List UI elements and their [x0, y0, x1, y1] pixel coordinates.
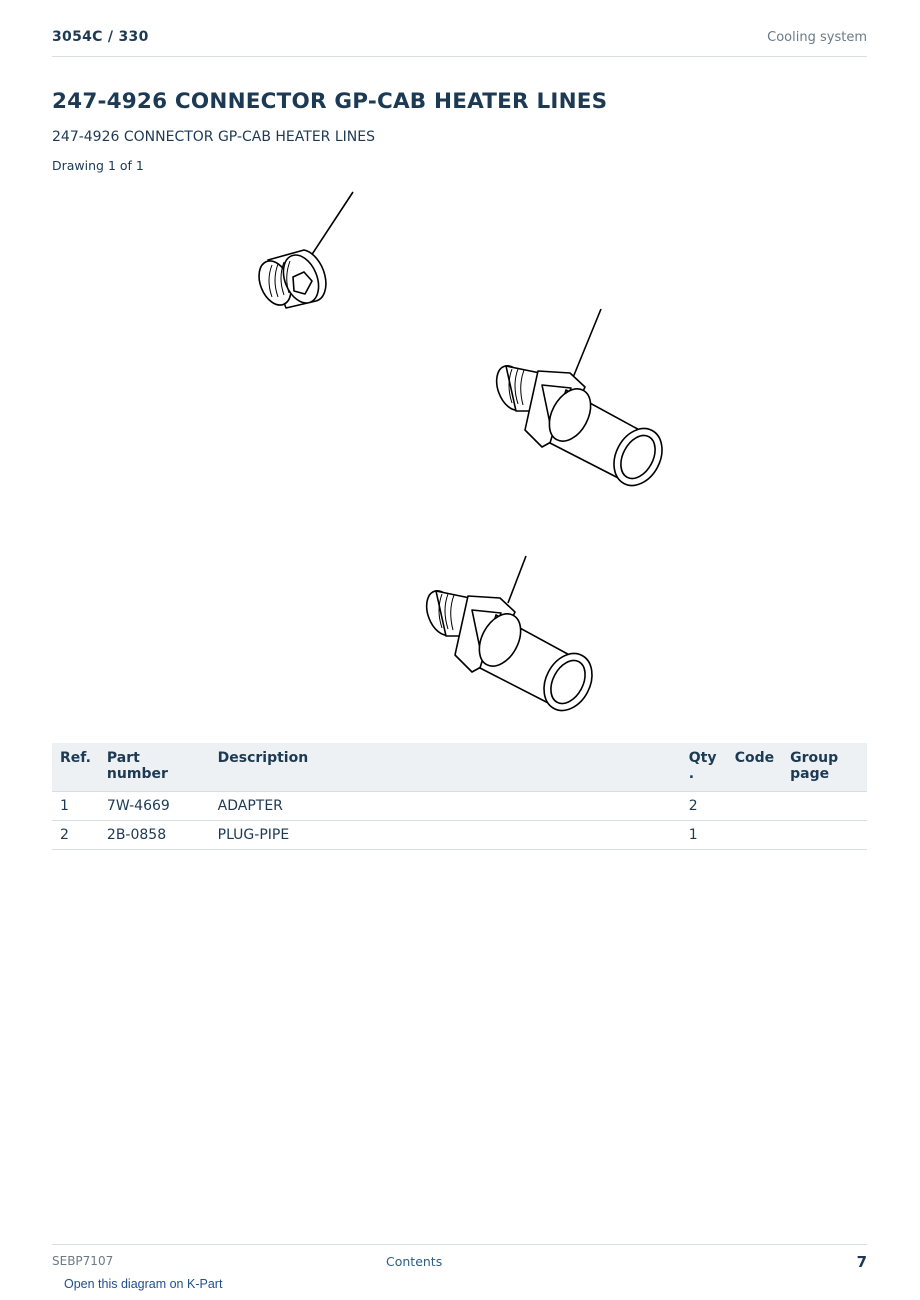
column-header-code: Code [727, 743, 782, 792]
cell-code [727, 792, 782, 821]
cell-part-number: 2B-0858 [99, 821, 210, 850]
cell-group-page [782, 821, 867, 850]
cell-description: PLUG-PIPE [210, 821, 681, 850]
cell-group-page [782, 792, 867, 821]
page-footer [52, 1244, 867, 1291]
column-header-group-line2: page [790, 766, 830, 782]
page-subtitle: 247-4926 CONNECTOR GP-CAB HEATER LINES [52, 129, 375, 145]
parts-drawing [180, 185, 740, 720]
parts-table [52, 743, 867, 850]
model-label: 3054C / 330 [52, 29, 149, 45]
column-header-group-page [782, 743, 867, 792]
page-number: 7 [856, 1253, 867, 1271]
column-header-qty-line1: Qty [688, 750, 717, 766]
table-row [52, 821, 867, 850]
section-label: Cooling system [767, 30, 867, 45]
cell-description: ADAPTER [210, 792, 681, 821]
cell-qty: 2 [681, 792, 727, 821]
page-header [52, 28, 867, 57]
column-header-description: Description [210, 743, 681, 792]
column-header-qty-line2: . [688, 766, 695, 782]
plug-pipe-drawing [253, 192, 353, 310]
cell-part-number: 7W-4669 [99, 792, 210, 821]
document-id: SEBP7107 [52, 1254, 114, 1268]
column-header-qty [681, 743, 727, 792]
adapter-drawing-lower [421, 556, 602, 719]
table-header-row [52, 743, 867, 792]
table-row [52, 792, 867, 821]
cell-qty: 1 [681, 821, 727, 850]
column-header-group-line1: Group [790, 750, 839, 766]
open-kpart-link[interactable]: Open this diagram on K-Part [64, 1277, 223, 1291]
adapter-drawing-upper [491, 309, 672, 494]
page-title: 247-4926 CONNECTOR GP-CAB HEATER LINES [52, 89, 608, 114]
drawing-count: Drawing 1 of 1 [52, 158, 144, 173]
cell-code [727, 821, 782, 850]
column-header-part-number: Part number [99, 743, 210, 792]
contents-link[interactable]: Contents [386, 1254, 443, 1269]
cell-ref: 2 [52, 821, 99, 850]
column-header-ref: Ref. [52, 743, 99, 792]
cell-ref: 1 [52, 792, 99, 821]
